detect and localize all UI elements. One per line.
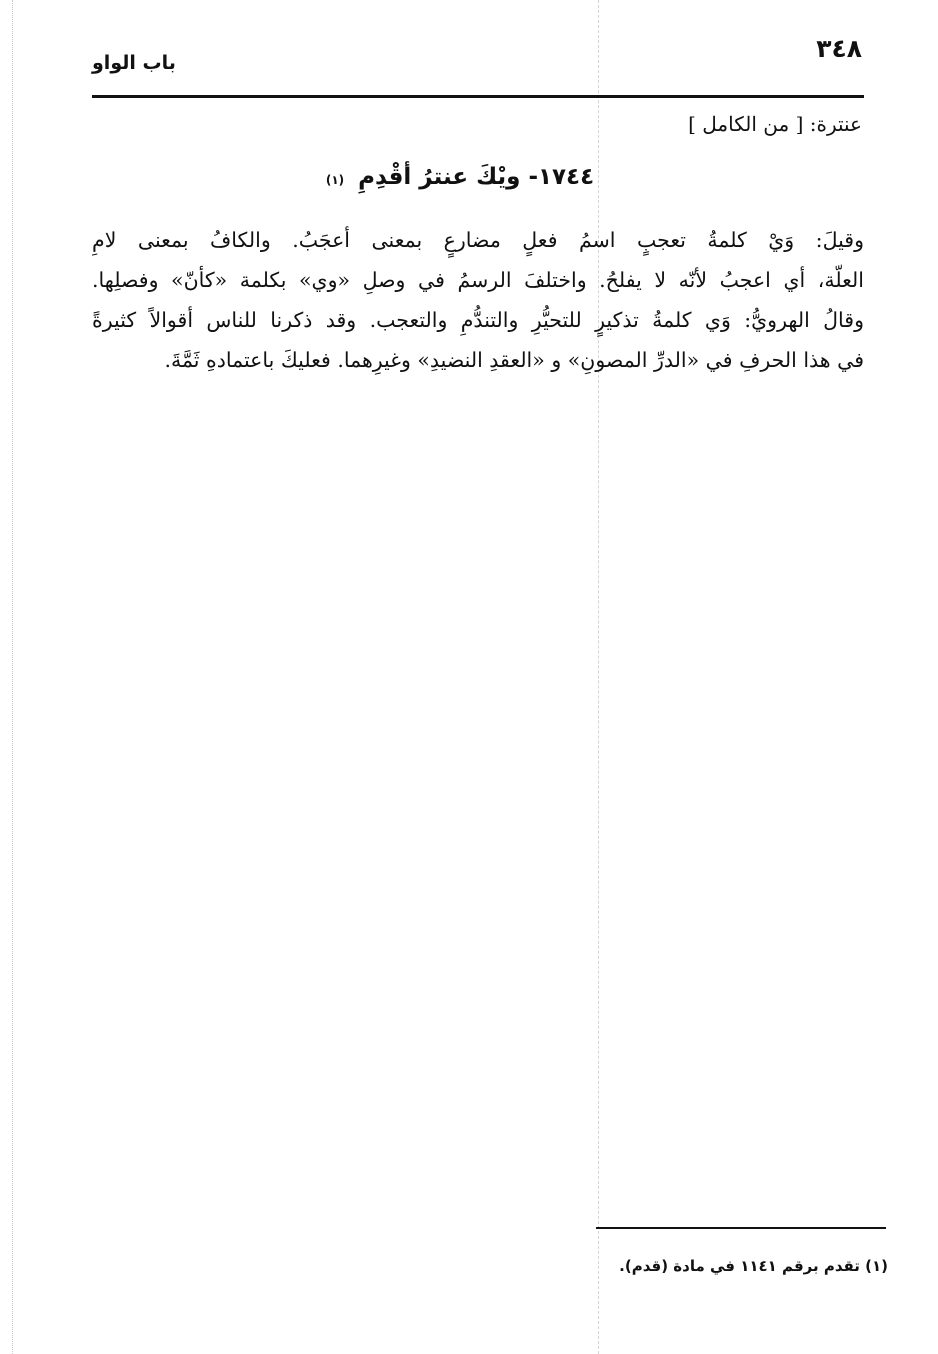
header-rule xyxy=(92,95,864,98)
text-line: في هذا الحرفِ في «الدرِّ المصونِ» و «العقدِ النضيدِ» وغيرِهما. فعليكَ باعتمادهِ ثَمَّةَ. xyxy=(164,348,864,372)
verse-text: ويْكَ عنترُ أقْدِمِ xyxy=(358,164,521,190)
text-line: العلّة، أي اعجبُ لأنّه لا يفلحُ. واختلفَ الرسمُ في وصلِ «وي» بكلمة «كأنّ» وفصلِها. xyxy=(92,268,864,292)
verse-heading xyxy=(300,164,620,190)
running-header xyxy=(92,30,862,86)
text-line: وقيلَ: وَيْ كلمةُ تعجبٍ اسمُ فعلٍ مضارعٍ بمعنى أعجَبُ. والكافُ بمعنى لامِ xyxy=(92,228,864,252)
footnote: (١) تقدم برقم ١١٤١ في مادة (قدم). xyxy=(619,1257,888,1275)
text-line: وقالُ الهرويُّ: وَي كلمةُ تذكيرٍ للتحيُّرِ والتندُّمِ والتعجب. وقد ذكرنا للناس أقوالاً كثيرةً xyxy=(92,308,864,332)
footnote-reference: (١) xyxy=(325,173,345,187)
chapter-title: باب الواو xyxy=(92,52,176,74)
page-number: ٣٤٨ xyxy=(816,34,862,63)
scan-artifact-line xyxy=(598,0,599,1354)
meter-label: عنترة: [ من الكامل ] xyxy=(688,112,862,136)
scan-artifact-line xyxy=(12,0,13,1354)
verse-number: ١٧٤٤- xyxy=(528,164,595,190)
commentary-paragraph xyxy=(92,220,864,380)
footnote-rule xyxy=(596,1227,886,1229)
